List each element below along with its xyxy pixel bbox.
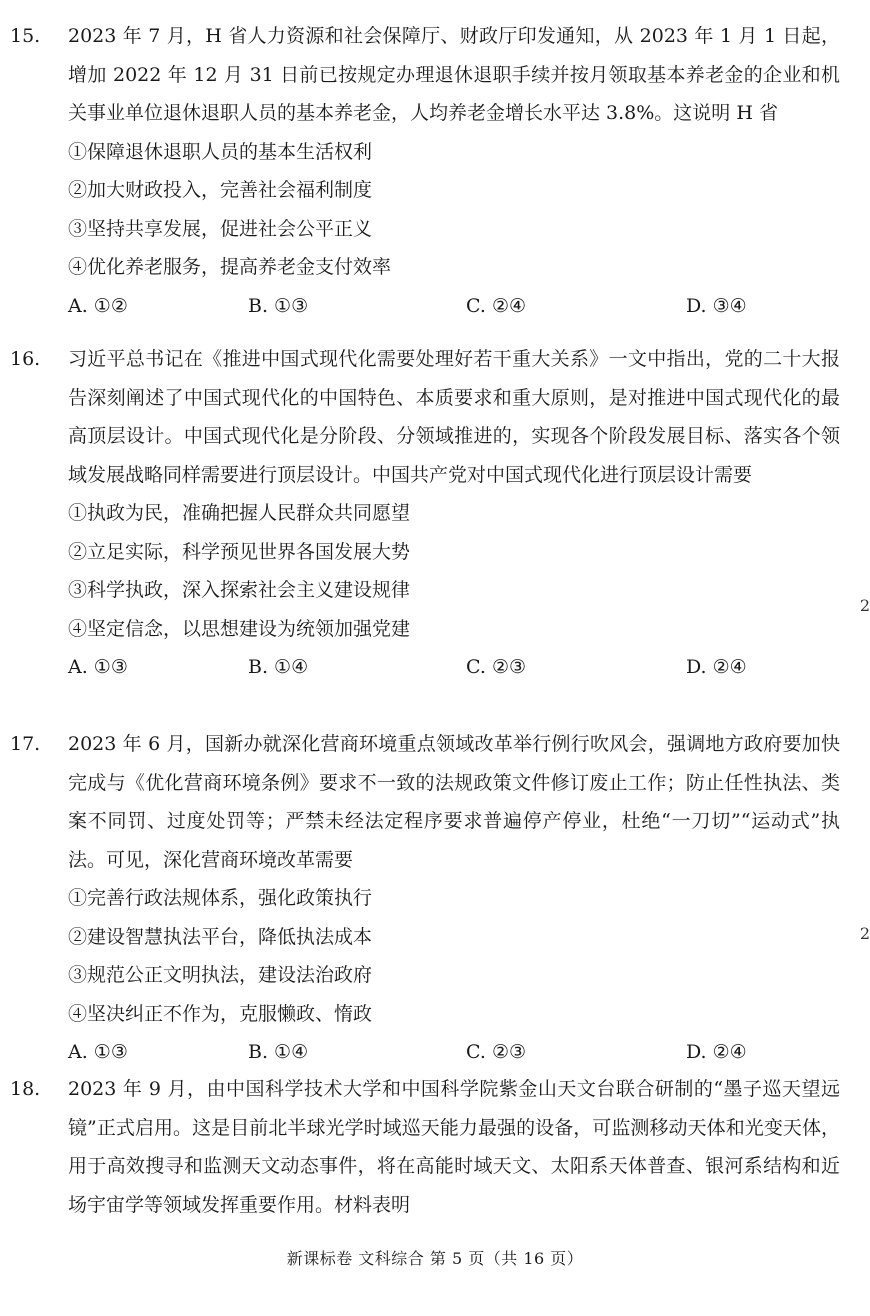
- question-18: [10, 1070, 840, 1224]
- question-16: [10, 340, 840, 687]
- choice-c: C. ②④: [466, 294, 527, 317]
- answer-choices: [68, 287, 840, 326]
- choice-d: D. ②④: [686, 1041, 747, 1063]
- question-number: 15.: [10, 25, 41, 47]
- statement-1: ①保障退休退职人员的基本生活权利: [68, 140, 373, 163]
- question-text: 2023 年 9 月，由中国科学技术大学和中国科学院紫金山天文台联合研制的“墨子巡天望远镜”正式启用。这是目前北半球光学时域巡天能力最强的设备，可监测移动天体和光变天体，用于高效搜寻和监测天文动态事件，将在高能时域天文、太阳系天体普查、银河系结构和近场宇宙学等领域发挥重要作用。材料表明: [68, 1078, 840, 1216]
- statement-4: ④优化养老服务，提高养老金支付效率: [68, 256, 392, 278]
- choice-b: B. ①③: [248, 294, 309, 317]
- choice-d: D. ②④: [686, 656, 747, 678]
- choice-a: A. ①③: [68, 656, 128, 678]
- question-stem: [10, 340, 840, 494]
- question-number: 16.: [10, 348, 41, 370]
- answer-choices: [68, 1033, 840, 1072]
- question-text: 习近平总书记在《推进中国式现代化需要处理好若干重大关系》一文中指出，党的二十大报告深刻阐述了中国式现代化的中国特色、本质要求和重大原则，是对推进中国式现代化的最高顶层设计。中国式现代化是分阶段、分领域推进的，实现各个阶段发展目标、落实各个领域发展战略同样需要进行顶层设计。中国共产党对中国式现代化进行顶层设计需要: [68, 348, 840, 486]
- question-stem: [10, 725, 840, 879]
- page-footer: 新课标卷 文科综合 第 5 页（共 16 页）: [286, 1249, 584, 1268]
- statement-1: ①完善行政法规体系，强化政策执行: [68, 887, 373, 909]
- edge-mark: 2: [859, 596, 870, 615]
- statement-2: ②加大财政投入，完善社会福利制度: [68, 179, 373, 201]
- choice-a: A. ①②: [68, 294, 128, 317]
- statement-2: ②建设智慧执法平台，降低执法成本: [68, 925, 373, 948]
- answer-choices: [68, 648, 840, 687]
- statement-4: ④坚决纠正不作为，克服懒政、惰政: [68, 1002, 373, 1025]
- choice-b: B. ①④: [248, 1041, 309, 1063]
- question-number: 18.: [10, 1078, 41, 1100]
- question-text: 2023 年 7 月，H 省人力资源和社会保障厅、财政厅印发通知，从 2023 年 1 月 1 日起，增加 2022 年 12 月 31 日前已按规定办理退休退职手续并按月领取基本养老金的企业和机关事业单位退休退职人员的基本养老金，人均养老金增长水平达 3.8%。这说明 H 省: [68, 25, 840, 124]
- choice-d: D. ③④: [686, 294, 747, 317]
- statement-3: ③规范公正文明执法，建设法治政府: [68, 964, 373, 986]
- edge-mark: 2: [859, 924, 870, 943]
- question-17: [10, 725, 840, 1072]
- choice-c: C. ②③: [466, 656, 527, 678]
- question-number: 17.: [10, 733, 41, 755]
- question-stem: [10, 17, 840, 133]
- statement-3: ③科学执政，深入探索社会主义建设规律: [68, 579, 411, 601]
- statement-3: ③坚持共享发展，促进社会公平正义: [68, 217, 373, 240]
- statement-2: ②立足实际，科学预见世界各国发展大势: [68, 540, 411, 563]
- choice-b: B. ①④: [248, 656, 309, 678]
- question-text: 2023 年 6 月，国新办就深化营商环境重点领域改革举行例行吹风会，强调地方政府要加快完成与《优化营商环境条例》要求不一致的法规政策文件修订废止工作；防止任性执法、类案不同罚、过度处罚等；严禁未经法定程序要求普遍停产停业，杜绝“一刀切”“运动式”执法。可见，深化营商环境改革需要: [68, 733, 840, 871]
- choice-c: C. ②③: [466, 1041, 527, 1063]
- question-stem: [10, 1070, 840, 1224]
- statement-1: ①执政为民，准确把握人民群众共同愿望: [68, 502, 411, 524]
- choice-a: A. ①③: [68, 1041, 128, 1063]
- statement-4: ④坚定信念，以思想建设为统领加强党建: [68, 617, 411, 640]
- question-15: [10, 17, 840, 325]
